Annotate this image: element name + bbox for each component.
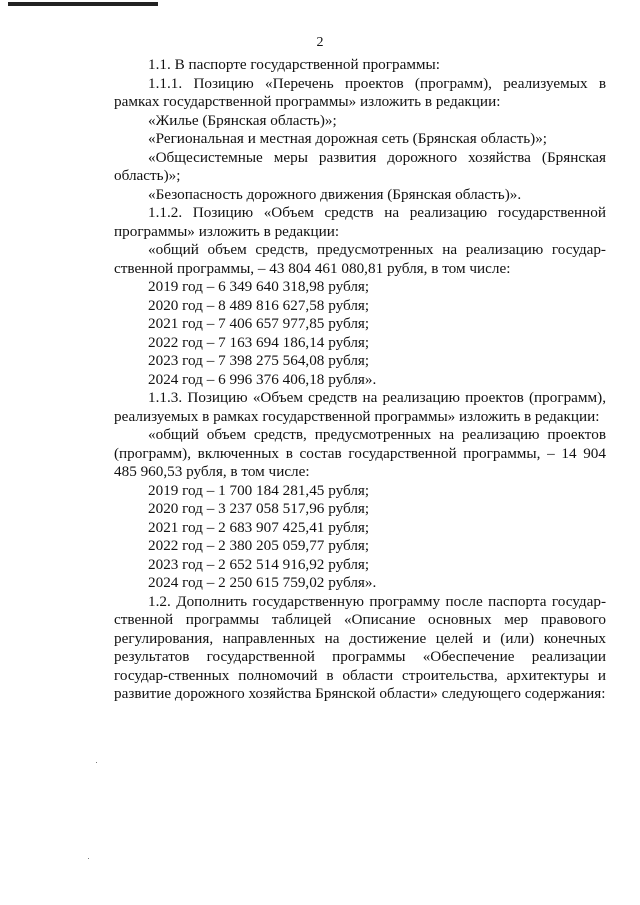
project-road-network: «Региональная и местная дорожная сеть (Брянская область)»; (148, 130, 548, 147)
project-funds-year-2024: 2024 год – 2 250 615 759,02 рубля». (148, 574, 377, 591)
funds-year-2021: 2021 год – 7 406 657 977,85 рубля; (148, 315, 370, 332)
top-rule (8, 2, 158, 6)
funds-year-2020: 2020 год – 8 489 816 627,58 рубля; (148, 296, 370, 314)
scan-speck (96, 762, 97, 763)
project-funds-year-2020: 2020 год – 3 237 058 517,96 рубля; (148, 500, 370, 517)
para-funds-position: 1.1.2. Позицию «Объем средств на реализацию государственной программы» изложить в редакции: (114, 204, 606, 240)
line-passport-intro: 1.1. В паспорте государственной программы: (148, 56, 440, 73)
project-funds-year-2023: 2023 год – 2 652 514 916,92 рубля; (148, 555, 370, 573)
para-project-funds-position: 1.1.3. Позицию «Объем средств на реализацию проектов (программ), реализуемых в рамках государственной программы» изложить в редакции: (114, 389, 606, 425)
project-funds-year-2021: 2021 год – 2 683 907 425,41 рубля; (148, 518, 370, 536)
para-total-funds: «общий объем средств, предусмотренных на реализацию государ-ственной программы, – 43 804 461 080,81 рубля, в том числе: (114, 241, 606, 277)
funds-year-2024: 2024 год – 6 996 376 406,18 рубля». (148, 370, 377, 388)
para-project-total-funds: «общий объем средств, предусмотренных на реализацию проектов (программ), включенных в состав государственной программы, – 14 904 485 960,53 рубля, в том числе: (114, 426, 606, 480)
project-housing: «Жилье (Брянская область)»; (148, 111, 337, 129)
para-projects-position: 1.1.1. Позицию «Перечень проектов (программ), реализуемых в рамках государственной программы» изложить в редакции: (114, 74, 606, 110)
funds-year-2022: 2022 год – 7 163 694 186,14 рубля; (148, 333, 370, 351)
project-funds-year-2019: 2019 год – 1 700 184 281,45 рубля; (148, 481, 370, 499)
project-funds-year-2022: 2022 год – 2 380 205 059,77 рубля; (148, 537, 370, 554)
project-road-safety: «Безопасность дорожного движения (Брянская область)». (148, 185, 522, 203)
funds-year-2019: 2019 год – 6 349 640 318,98 рубля; (148, 278, 370, 295)
scan-speck (88, 858, 89, 859)
para-add-table: 1.2. Дополнить государственную программу после паспорта государ-ственной программы таблицей «Описание основных мер правового регулирования, направленных на достижение целей и (или) конечных результатов государственной программы «Обеспечение реализации государ-ственных полномочий в области строительства, архитектуры и развитие дорожного хозяйства Брянской области» следующего содержания: (114, 592, 606, 702)
project-road-system-measures: «Общесистемные меры развития дорожного хозяйства (Брянская область)»; (114, 148, 606, 184)
document-body (114, 56, 606, 704)
page-number: 2 (316, 35, 324, 50)
funds-year-2023: 2023 год – 7 398 275 564,08 рубля; (148, 352, 370, 369)
